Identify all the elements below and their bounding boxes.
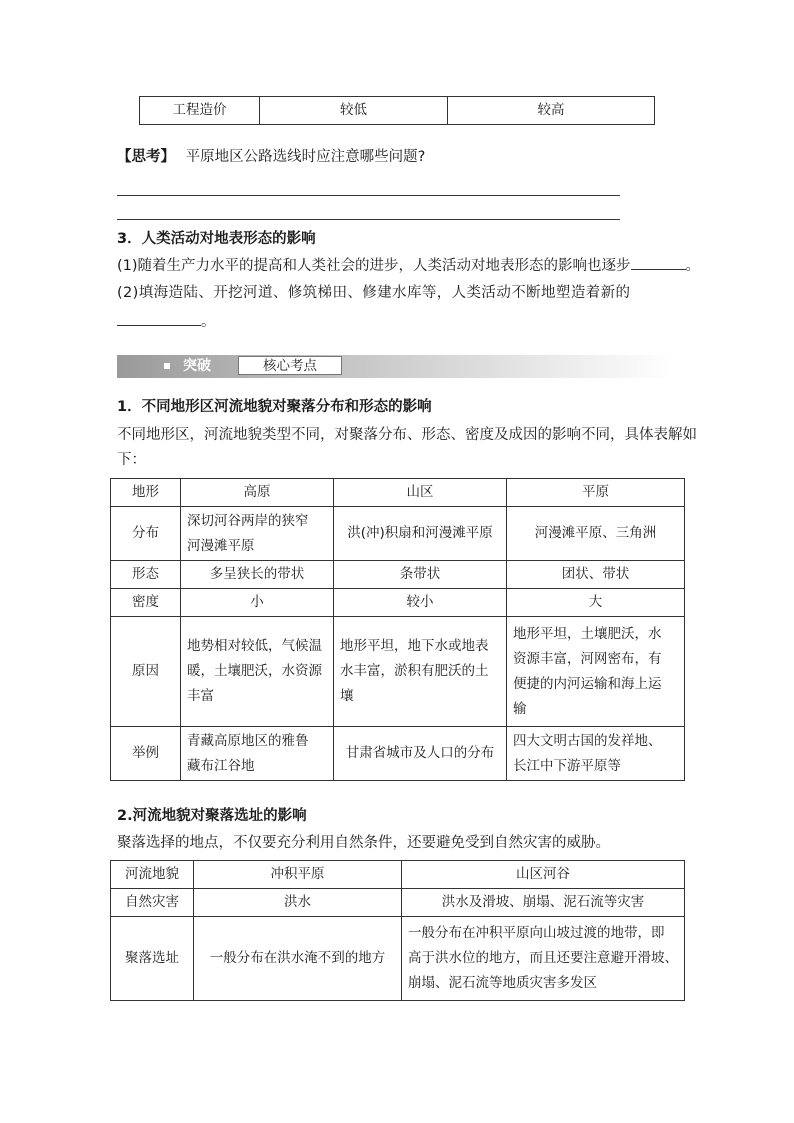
table-row [111, 889, 685, 917]
table-cell: 小 [181, 589, 334, 617]
answer-line-1 [117, 195, 620, 196]
cell-line: 丰富 [187, 688, 214, 704]
table-cell: 团状、带状 [507, 561, 685, 589]
row-label: 分布 [111, 507, 181, 561]
section3-item1 [117, 255, 700, 276]
cell-line: 暖，土壤肥沃，水资源 [187, 663, 322, 679]
table-row [111, 561, 685, 589]
table-row [111, 507, 685, 561]
table-header-row [111, 861, 685, 889]
cell-line: 深切河谷两岸的狭窄 [187, 512, 309, 529]
cell-line: 河漫滩平原 [187, 537, 255, 554]
cell-line: 藏布江谷地 [187, 757, 255, 774]
cell-line: 崩塌、泥石流等地质灾害多发区 [408, 975, 597, 991]
table-cell: 条带状 [334, 561, 507, 589]
cell-line: 地势相对较低，气候温 [187, 638, 322, 654]
section3-item1-end: 。 [685, 258, 701, 274]
table-header-cell: 高原 [181, 479, 334, 507]
point2-title: 2.河流地貌对聚落选址的影响 [117, 808, 307, 824]
think-block [117, 147, 425, 167]
answer-line-2 [117, 219, 620, 220]
point1-intro-line1: 不同地形区，河流地貌类型不同，对聚落分布、形态、密度及成因的影响不同，具体表解如 [117, 427, 697, 443]
table-cell [181, 507, 334, 561]
cell-line: 地形平坦，地下水或地表 [340, 638, 489, 654]
table-cell [402, 917, 685, 1001]
cell-line: 输 [513, 700, 527, 717]
table-cell: 河漫滩平原、三角洲 [507, 507, 685, 561]
row-label: 自然灾害 [111, 889, 194, 917]
table-header-cell: 河流地貌 [111, 861, 194, 889]
section3-item2: (2)填海造陆、开挖河道、修筑梯田、修建水库等，人类活动不断地塑造着新的 [117, 285, 631, 301]
table-cell: 洪水 [194, 889, 402, 917]
row-label: 聚落选址 [111, 917, 194, 1001]
section3-item2-line2 [117, 311, 216, 332]
point2-intro: 聚落选择的地点，不仅要充分利用自然条件，还要避免受到自然灾害的威胁。 [117, 835, 610, 851]
table-cell: 甘肃省城市及人口的分布 [334, 727, 507, 781]
top-table [139, 96, 655, 125]
square-bullet-icon [164, 363, 170, 369]
cell-line: 高于洪水位的地方，而且还要注意避开滑坡、 [408, 950, 678, 966]
cell-line: 青藏高原地区的雅鲁 [187, 732, 309, 749]
fill-blank-1[interactable] [631, 255, 686, 270]
top-table-label: 工程造价 [140, 97, 260, 125]
table-header-cell: 平原 [507, 479, 685, 507]
table-cell: 大 [507, 589, 685, 617]
table-header-cell: 山区河谷 [402, 861, 685, 889]
table-row [111, 589, 685, 617]
row-label: 原因 [111, 617, 181, 727]
table-row [111, 617, 685, 727]
row-label: 形态 [111, 561, 181, 589]
fill-blank-2[interactable] [117, 311, 201, 326]
banner-tag: 核心考点 [263, 358, 317, 374]
point1-intro-line2: 下： [117, 452, 146, 468]
table-cell: 洪(冲)积扇和河漫滩平原 [334, 507, 507, 561]
cell-line: 水丰富，淤积有肥沃的土 [340, 663, 489, 679]
table-cell [507, 617, 685, 727]
section-banner [117, 355, 676, 378]
cell-line: 便捷的内河运输和海上运 [513, 675, 662, 692]
table-cell [181, 617, 334, 727]
table-row [111, 727, 685, 781]
table-header-cell: 山区 [334, 479, 507, 507]
table-cell: 一般分布在洪水淹不到的地方 [194, 917, 402, 1001]
table-cell [507, 727, 685, 781]
section3-item2-end: 。 [201, 314, 216, 330]
table-header-cell: 地形 [111, 479, 181, 507]
cell-line: 一般分布在冲积平原向山坡过渡的地带，即 [408, 925, 665, 941]
terrain-table [110, 478, 685, 781]
banner-label: 突破 [183, 358, 211, 374]
river-landform-table [110, 860, 685, 1001]
table-header-cell: 冲积平原 [194, 861, 402, 889]
cell-line: 壤 [340, 688, 354, 704]
row-label: 举例 [111, 727, 181, 781]
cell-line: 地形平坦，土壤肥沃，水 [513, 625, 662, 642]
point1-title: 1．不同地形区河流地貌对聚落分布和形态的影响 [117, 399, 432, 415]
cell-line: 资源丰富，河网密布，有 [513, 650, 662, 667]
table-cell [334, 617, 507, 727]
table-cell: 较小 [334, 589, 507, 617]
row-label: 密度 [111, 589, 181, 617]
table-cell: 洪水及滑坡、崩塌、泥石流等灾害 [402, 889, 685, 917]
table-cell [181, 727, 334, 781]
table-header-row [111, 479, 685, 507]
cell-line: 四大文明古国的发祥地、 [513, 732, 662, 749]
section3-title: 3．人类活动对地表形态的影响 [117, 231, 316, 247]
section3-item1-text: (1)随着生产力水平的提高和人类社会的进步，人类活动对地表形态的影响也逐步 [117, 258, 631, 274]
think-tag: 【思考】 [117, 149, 175, 165]
table-row [111, 917, 685, 1001]
top-table-col1: 较低 [260, 97, 448, 125]
table-cell: 多呈狭长的带状 [181, 561, 334, 589]
cell-line: 长江中下游平原等 [513, 757, 621, 774]
top-table-col2: 较高 [448, 97, 655, 125]
think-question: 平原地区公路选线时应注意哪些问题? [185, 149, 426, 165]
